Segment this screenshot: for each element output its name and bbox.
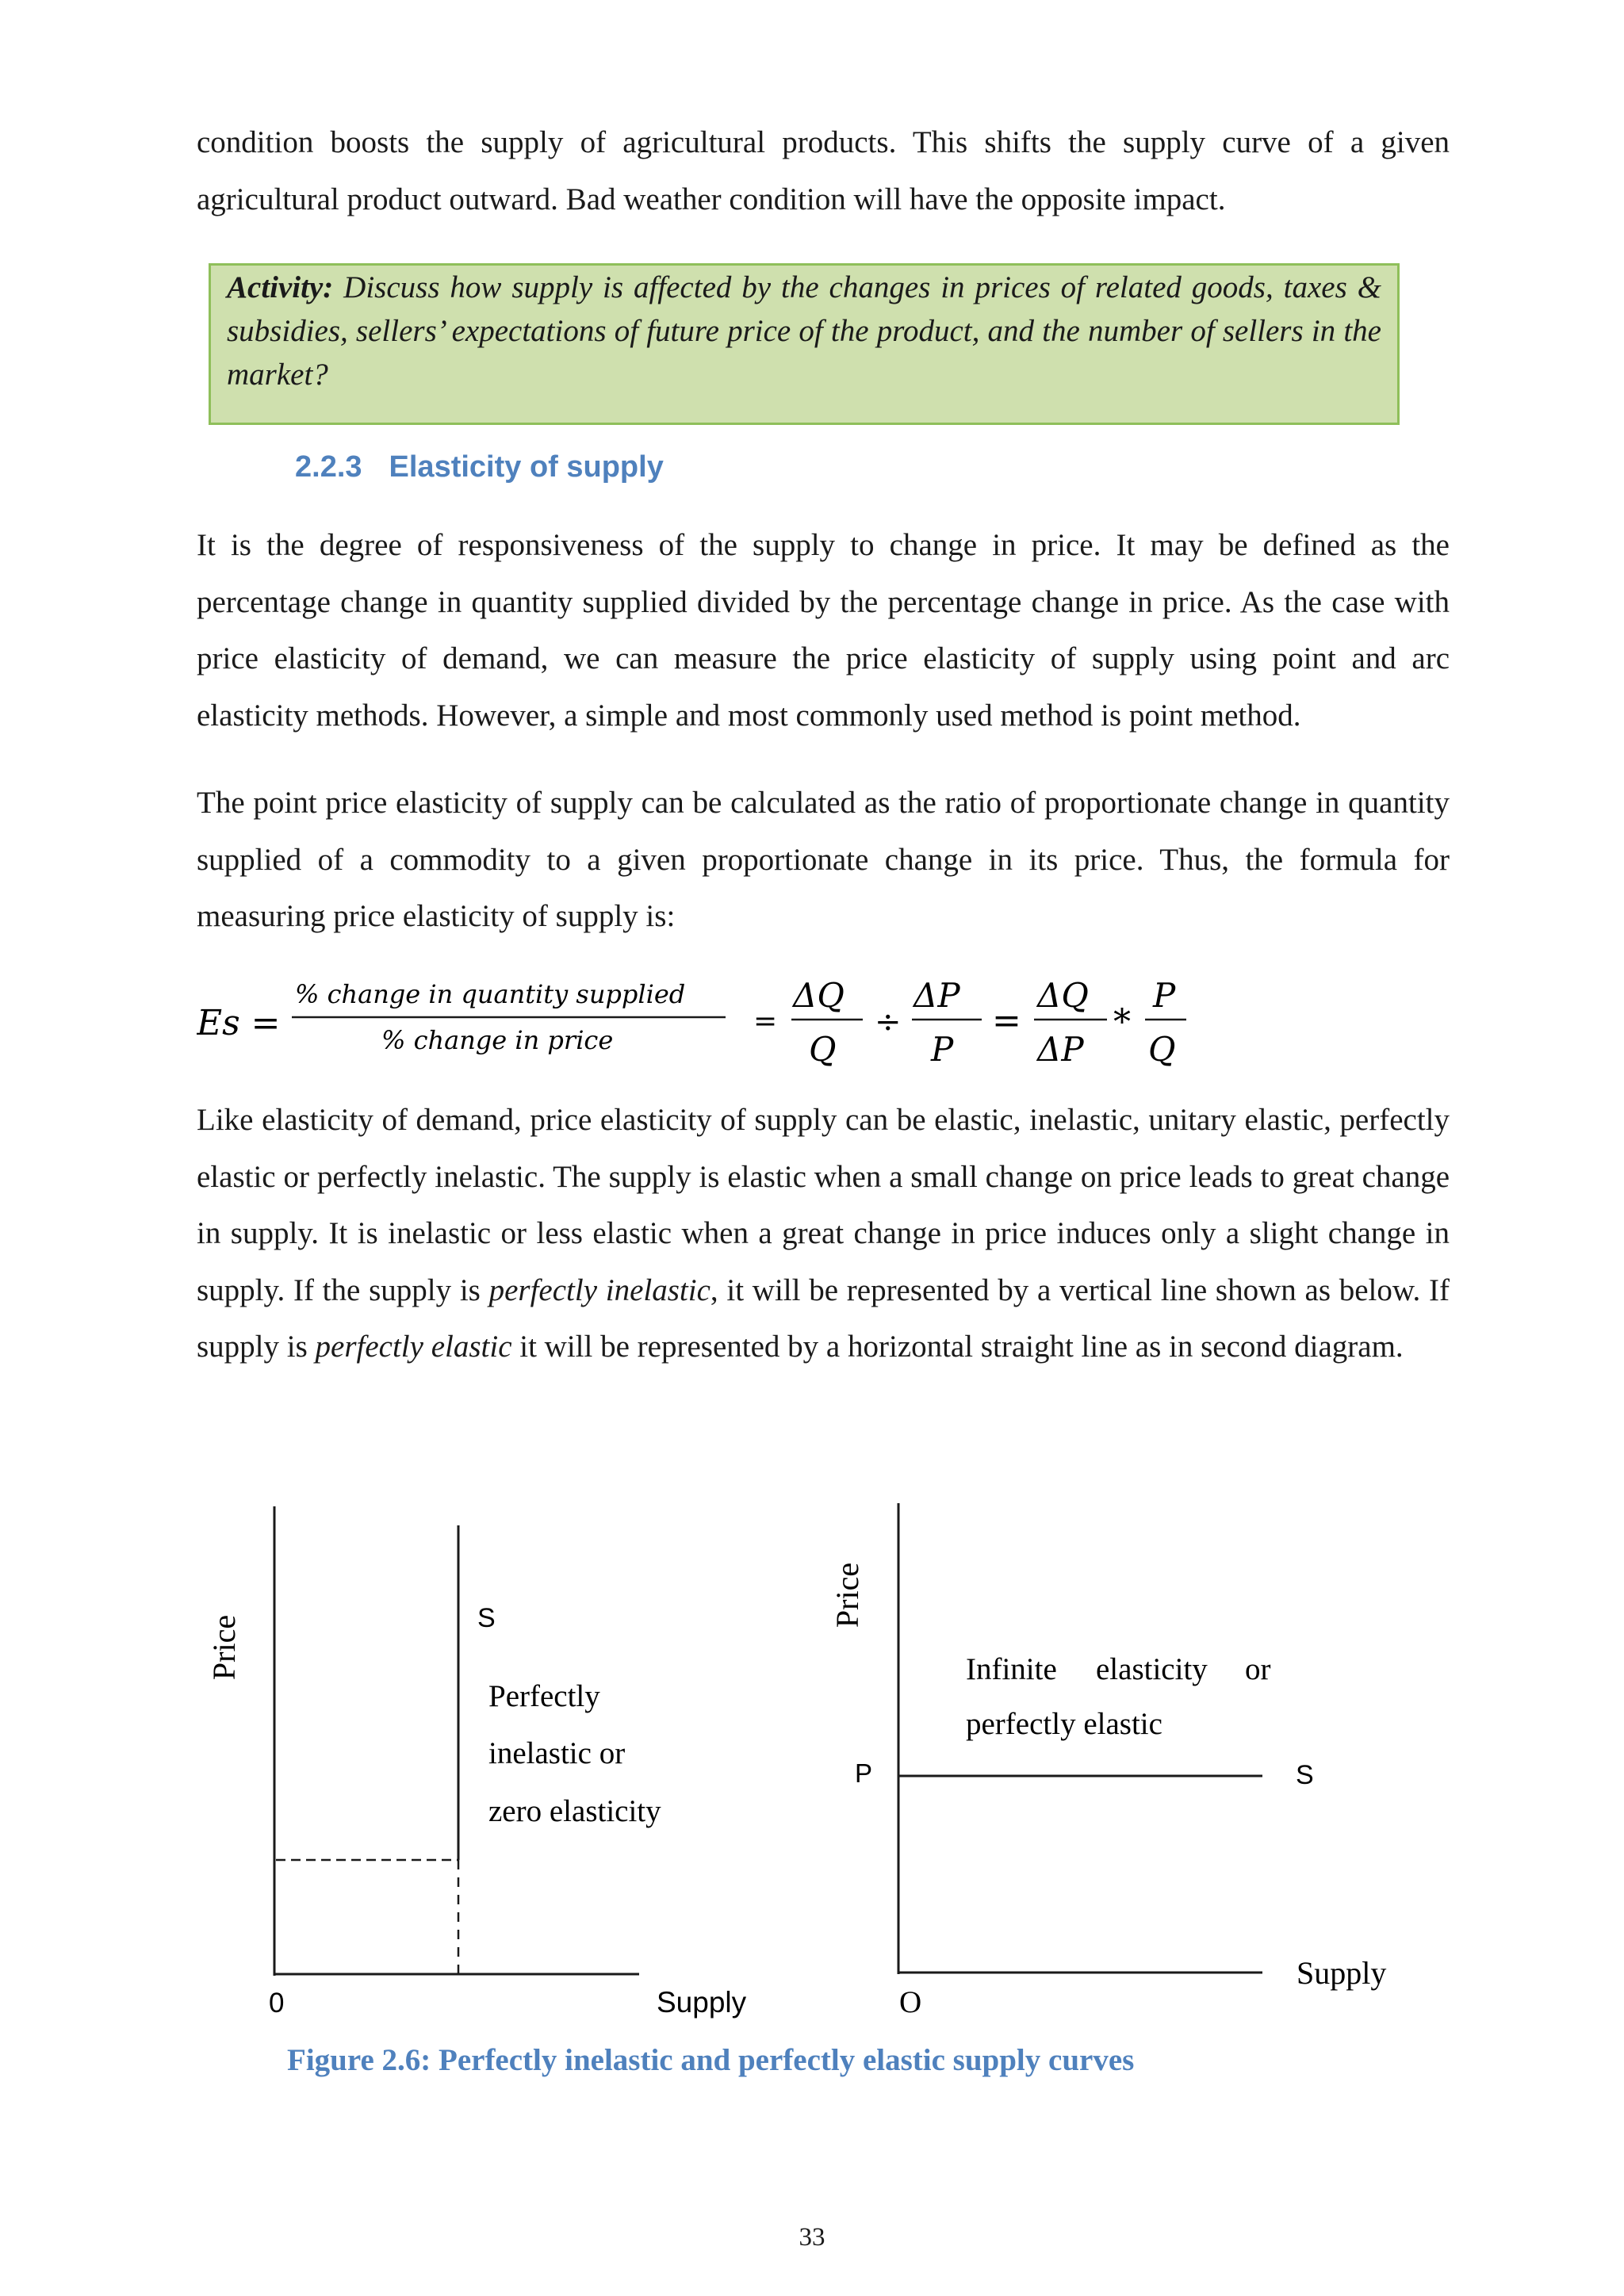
page-number: 33	[799, 2223, 825, 2252]
formula-svg	[197, 967, 1275, 1070]
definition-paragraph: It is the degree of responsiveness of the supply to change in price. It may be defined as the percentage change in quantity supplied divided by the percentage change in price. As the case with price elasticity of demand, we can measure the price elasticity of supply using point and arc elasticity methods. However, a simple and most commonly used method is point method.	[197, 528, 1450, 733]
left-desc-line-1: Perfectly	[488, 1679, 600, 1713]
left-y-axis-label: Price	[206, 1614, 242, 1681]
formula-divide: ÷	[875, 1004, 902, 1040]
left-curve-label: S	[477, 1603, 496, 1633]
left-x-axis-label: Supply	[657, 1986, 747, 2019]
elasticity-formula	[197, 967, 1275, 1070]
types-text-3: it will be represented by a horizontal straight line as in second diagram.	[511, 1330, 1404, 1364]
perfectly-elastic-diagram	[829, 1503, 1386, 2019]
formula-delta-q-2: ΔQ	[1037, 976, 1089, 1015]
perfectly-inelastic-term: perfectly inelastic	[488, 1272, 710, 1307]
formula-p: P	[931, 1030, 954, 1069]
right-price-label: P	[855, 1758, 873, 1788]
activity-text	[227, 266, 1381, 396]
types-paragraph	[197, 1092, 1450, 1376]
activity-box	[209, 263, 1400, 425]
right-x-axis-label: Supply	[1297, 1955, 1387, 1991]
right-desc-line-2: perfectly elastic	[966, 1707, 1162, 1741]
section-title: Elasticity of supply	[389, 450, 664, 484]
formula-lhs: Es =	[197, 1003, 281, 1043]
left-desc-line-2: inelastic or	[488, 1736, 626, 1770]
left-desc-line-3: zero elasticity	[488, 1794, 661, 1828]
perfectly-elastic-term: perfectly elastic	[315, 1330, 512, 1364]
perfectly-inelastic-diagram	[206, 1506, 747, 2019]
activity-label: Activity:	[227, 270, 334, 304]
point-elasticity-paragraph: The point price elasticity of supply can be calculated as the ratio of proportionate change in quantity supplied of a commodity to a given proportionate change in its price. Thus, the formula for measuring price elasticity of supply is:	[197, 786, 1450, 933]
formula-delta-p-2: ΔP	[1037, 1030, 1084, 1069]
formula-numerator-text: % change in quantity supplied	[295, 979, 686, 1009]
formula-p-2: P	[1153, 976, 1176, 1015]
formula-q: Q	[809, 1030, 837, 1069]
section-heading	[295, 450, 664, 484]
formula-delta-q: ΔQ	[793, 976, 845, 1015]
right-y-axis-label: Price	[829, 1562, 865, 1628]
right-desc-word-2: elasticity	[1096, 1652, 1208, 1686]
right-desc-word-3: or	[1245, 1652, 1271, 1686]
types-text-2: , it will be represented by a vertical line shown as below. If supply is	[197, 1272, 1450, 1364]
right-curve-label: S	[1296, 1760, 1314, 1790]
formula-q-2: Q	[1148, 1030, 1176, 1069]
formula-equals-2: =	[992, 1001, 1021, 1041]
types-text-1: Like elasticity of demand, price elasticity of supply can be elastic, inelastic, unitary elastic, perfectly elastic or perfectly inelastic. The supply is elastic when a small change on price leads to great change in supply. It is inelastic or less elastic when a great change in price induces only a slight change in supply. If the supply is	[197, 1103, 1450, 1307]
left-origin-label: 0	[269, 1988, 285, 2019]
formula-denominator-text: % change in price	[381, 1025, 614, 1055]
formula-delta-p: ΔP	[914, 976, 960, 1015]
formula-equals-1: =	[753, 1005, 778, 1038]
section-number: 2.2.3	[295, 450, 362, 484]
formula-multiply: *	[1113, 1002, 1131, 1043]
right-origin-label: O	[899, 1985, 922, 2019]
intro-paragraph: condition boosts the supply of agricultural products. This shifts the supply curve of a given agricultural product outward. Bad weather condition will have the opposite impact.	[197, 125, 1450, 216]
activity-body: Discuss how supply is affected by the changes in prices of related goods, taxes & subsidies, sellers’ expectations of future price of the product, and the number of sellers in the market?	[227, 270, 1381, 392]
figure-caption: Figure 2.6: Perfectly inelastic and perfectly elastic supply curves	[287, 2043, 1135, 2077]
right-desc-word-1: Infinite	[966, 1652, 1057, 1686]
